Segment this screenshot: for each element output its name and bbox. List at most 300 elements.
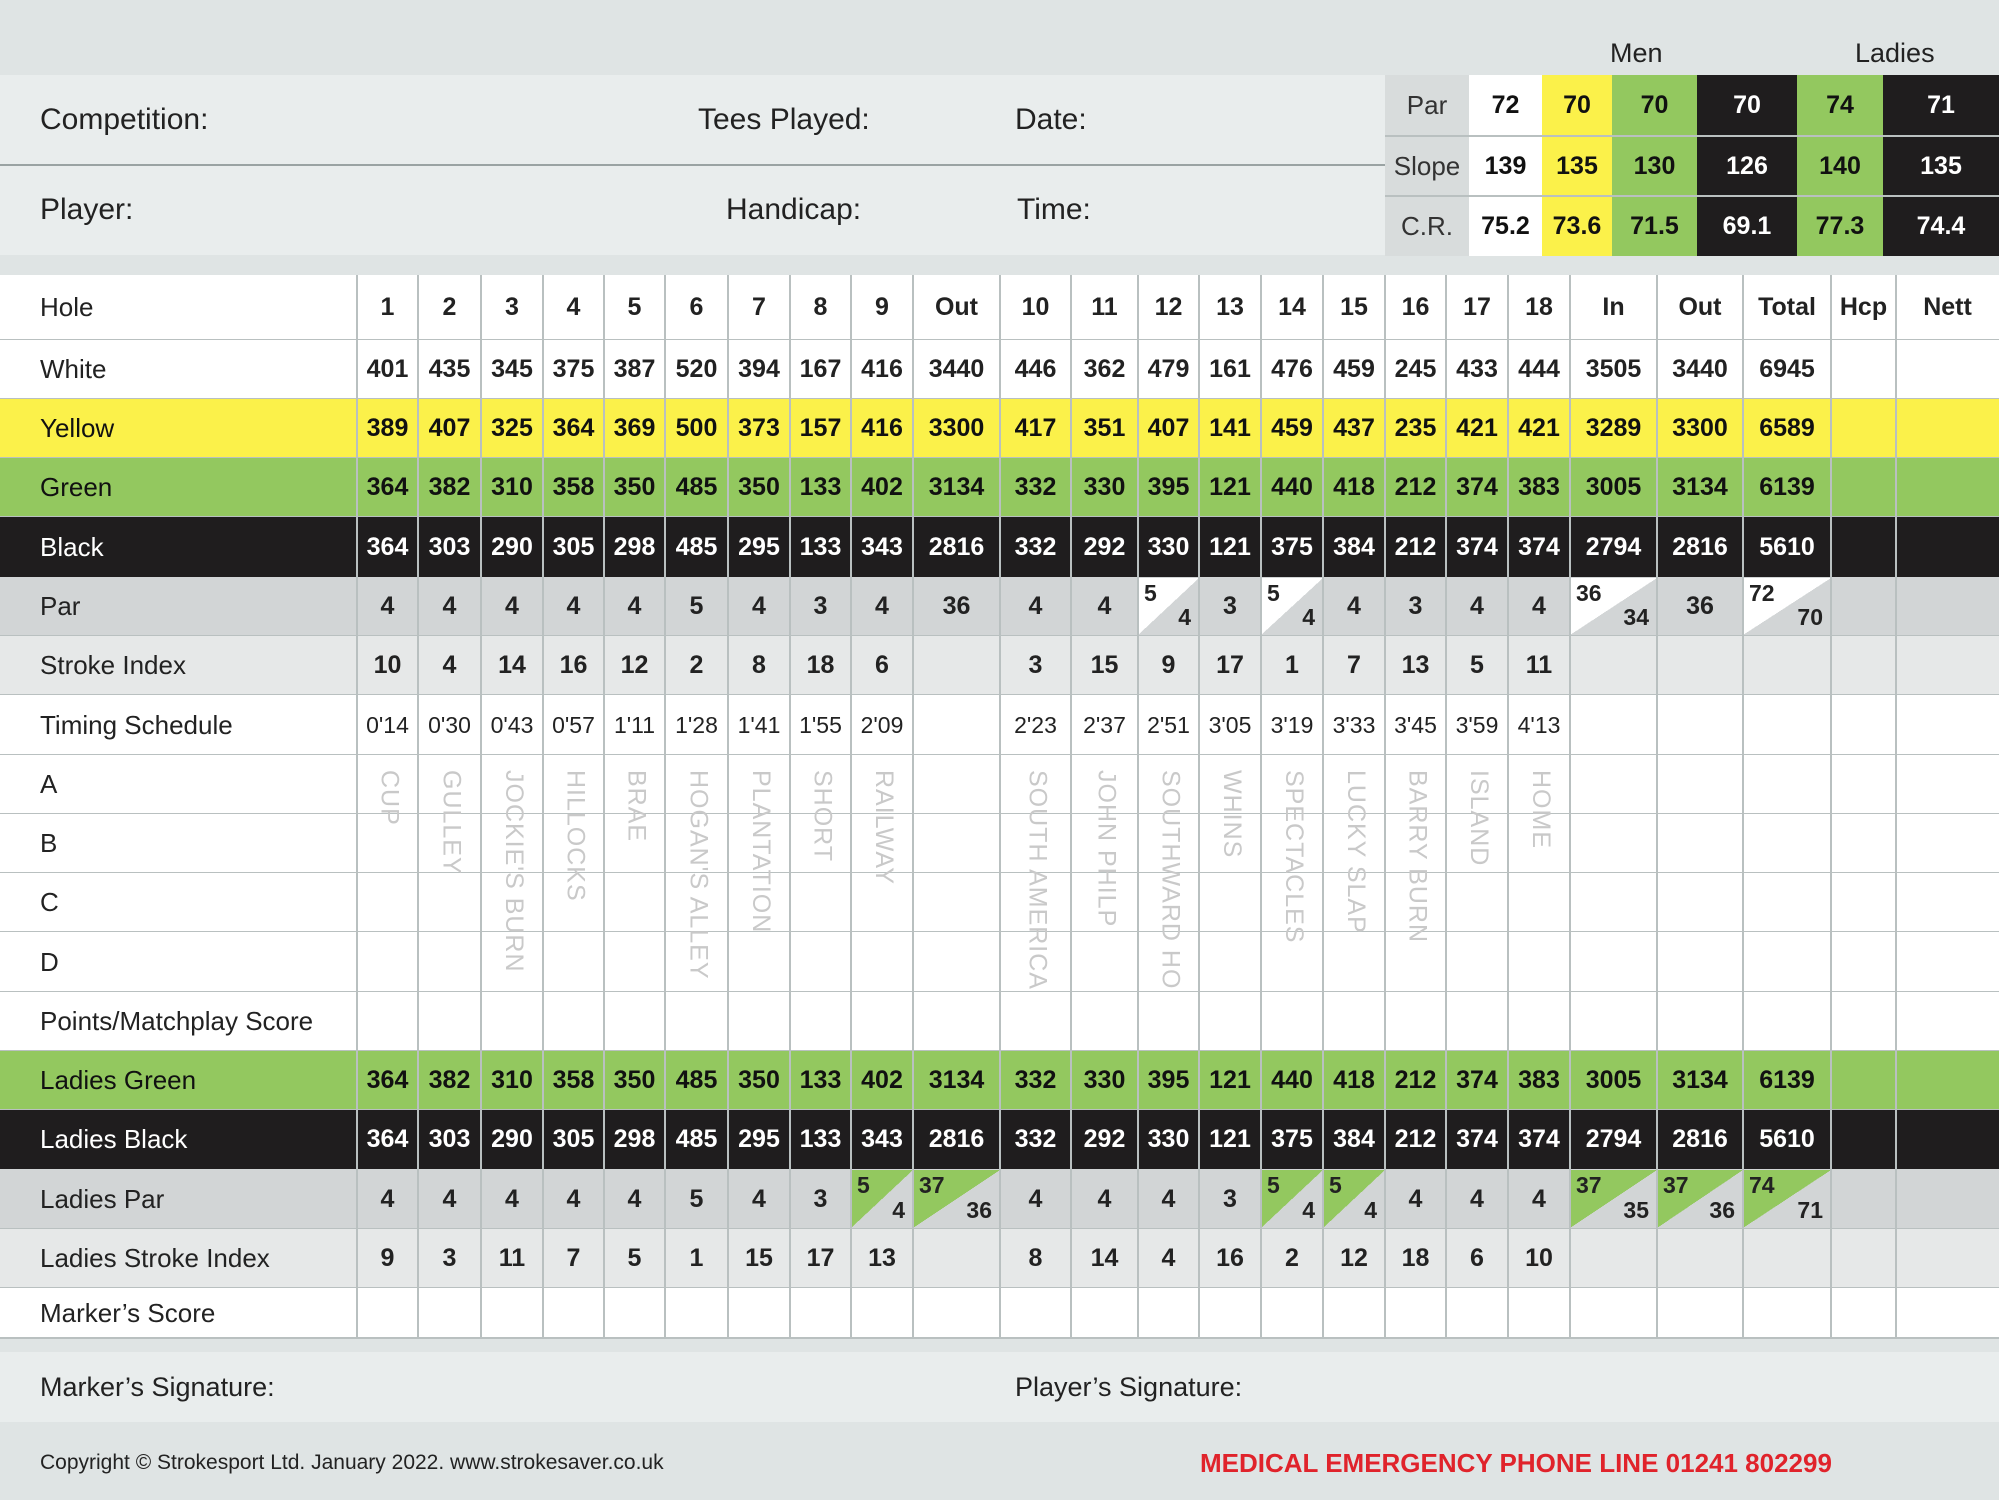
score-cell: 18: [806, 651, 835, 679]
score-cell: 5: [627, 1244, 642, 1272]
hole-name: JOCKIE'S BURN: [500, 770, 528, 973]
score-cell: 295: [738, 532, 780, 561]
score-cell: 421: [1456, 414, 1498, 442]
score-cell: 4: [1028, 592, 1043, 620]
hole-name: CUP: [375, 770, 404, 826]
score-cell: 401: [366, 355, 409, 383]
rating-row-label: Slope: [1385, 136, 1469, 196]
rating-value: 74.4: [1883, 196, 1999, 256]
score-cell: 4: [1470, 1184, 1484, 1213]
score-cell: 310: [491, 473, 533, 501]
score-cell: 1'55: [799, 711, 842, 738]
score-cell: 1'28: [675, 711, 718, 738]
score-cell: Nett: [1923, 293, 1972, 321]
score-cell: 4: [505, 592, 519, 620]
rating-value: 69.1: [1697, 196, 1797, 256]
row-label: Ladies Stroke Index: [40, 1243, 270, 1273]
header-band: [0, 0, 1999, 75]
score-cell: 8: [1028, 1244, 1043, 1272]
score-cell: 1'11: [613, 711, 656, 738]
score-cell: 4: [627, 1184, 642, 1213]
rating-value: 73.6: [1542, 196, 1612, 256]
score-cell: 3: [442, 1244, 457, 1272]
score-cell: 4: [442, 592, 457, 620]
score-cell: 394: [738, 355, 780, 383]
par-primary: 37: [919, 1172, 945, 1198]
row-label: Ladies Par: [40, 1183, 165, 1214]
score-cell: 407: [1147, 414, 1190, 442]
score-cell: 295: [738, 1125, 780, 1153]
rating-value: 72: [1469, 75, 1542, 135]
split-par-cell: [1570, 578, 1657, 635]
marker-signature-label: Marker’s Signature:: [40, 1372, 275, 1402]
par-secondary: 36: [966, 1197, 992, 1223]
column-divider: [912, 275, 914, 1338]
score-cell: 3: [1223, 592, 1237, 620]
score-cell: 5: [1470, 651, 1484, 679]
score-cell: 383: [1518, 1066, 1560, 1094]
rating-row-label: C.R.: [1385, 196, 1469, 256]
column-divider: [417, 275, 419, 1338]
score-cell: 343: [861, 1125, 903, 1153]
score-cell: 11: [498, 1244, 526, 1272]
score-cell: 1: [1285, 651, 1299, 679]
score-cell: 500: [675, 414, 718, 442]
score-cell: 421: [1518, 414, 1560, 442]
score-cell: 2816: [1672, 1125, 1728, 1153]
column-divider: [1656, 275, 1658, 1338]
hole-name: BRAE: [622, 770, 651, 843]
score-cell: 382: [428, 1066, 471, 1094]
par-primary: 5: [1267, 1172, 1280, 1198]
score-cell: Out: [1678, 293, 1722, 321]
hole-name: SHORT: [808, 770, 837, 863]
score-cell: 364: [366, 532, 409, 561]
score-cell: 212: [1394, 532, 1437, 561]
score-cell: 303: [428, 1125, 471, 1153]
score-cell: 245: [1394, 355, 1437, 383]
score-cell: 459: [1333, 355, 1375, 383]
score-cell: 330: [1147, 1125, 1190, 1153]
column-divider: [664, 275, 666, 1338]
score-cell: 4: [1161, 1244, 1176, 1272]
par-primary: 37: [1576, 1172, 1602, 1198]
par-secondary: 4: [1364, 1197, 1377, 1223]
score-cell: 0'14: [366, 711, 409, 738]
score-cell: 384: [1333, 532, 1375, 561]
score-cell: 2816: [928, 1125, 985, 1153]
score-cell: 141: [1209, 414, 1251, 442]
score-cell: 485: [675, 1125, 718, 1153]
score-cell: 374: [1518, 532, 1560, 561]
score-cell: 3: [505, 293, 519, 321]
score-cell: 350: [738, 1066, 780, 1094]
score-cell: 7: [1347, 651, 1361, 679]
split-par-cell: [913, 1170, 1000, 1228]
score-cell: 6: [1470, 1244, 1484, 1272]
score-cell: 6: [689, 293, 704, 321]
copyright-text: Copyright © Strokesport Ltd. January 2022. www.strokesaver.co.uk: [40, 1451, 664, 1474]
score-cell: 16: [1401, 293, 1430, 321]
score-cell: Total: [1758, 293, 1816, 321]
signature-band: [0, 1352, 1999, 1422]
score-cell: 2: [442, 293, 457, 321]
score-cell: 350: [613, 1066, 656, 1094]
row-label: Yellow: [40, 413, 115, 443]
rating-divider: [1385, 195, 1999, 197]
score-cell: 374: [1456, 532, 1498, 561]
score-cell: 4: [442, 651, 457, 679]
score-cell: 345: [491, 355, 533, 383]
hole-name: SPECTACLES: [1280, 770, 1308, 944]
rating-value: 135: [1542, 136, 1612, 196]
column-divider: [356, 275, 358, 1338]
score-cell: 17: [1216, 651, 1244, 679]
score-cell: 3300: [1672, 414, 1728, 442]
score-cell: 6139: [1759, 1066, 1815, 1094]
header-divider: [0, 164, 1385, 166]
score-cell: 364: [366, 1066, 409, 1094]
score-cell: 3'33: [1332, 711, 1376, 738]
column-divider: [850, 275, 852, 1338]
score-cell: 382: [428, 473, 471, 501]
score-cell: 133: [799, 473, 842, 501]
score-cell: 350: [738, 473, 780, 501]
hole-name: BARRY BURN: [1403, 770, 1432, 944]
score-cell: 383: [1518, 473, 1560, 501]
score-cell: 1'41: [737, 711, 781, 738]
column-divider: [1445, 275, 1447, 1338]
score-cell: 440: [1271, 473, 1313, 501]
score-cell: 12: [1154, 293, 1183, 321]
column-divider: [999, 275, 1001, 1338]
hole-name: JOHN PHILP: [1092, 770, 1121, 928]
split-par-cell: [1261, 578, 1323, 635]
rating-value: 71.5: [1612, 196, 1697, 256]
score-cell: 7: [752, 293, 766, 321]
score-cell: 4: [442, 1184, 457, 1213]
score-cell: 161: [1209, 355, 1251, 383]
par-primary: 72: [1749, 580, 1775, 606]
score-cell: 3: [813, 1184, 828, 1213]
score-cell: 133: [799, 1125, 842, 1153]
score-cell: 133: [799, 532, 842, 561]
par-primary: 74: [1749, 1172, 1775, 1198]
score-cell: 330: [1083, 1066, 1126, 1094]
column-divider: [1569, 275, 1571, 1338]
score-cell: 10: [373, 651, 402, 679]
hole-name: HOME: [1527, 770, 1555, 849]
column-divider: [1322, 275, 1324, 1338]
score-cell: 303: [428, 532, 471, 561]
score-cell: 10: [1021, 293, 1050, 321]
score-cell: 374: [1518, 1125, 1560, 1153]
score-cell: 6: [875, 651, 889, 679]
score-cell: 3134: [928, 1066, 985, 1094]
score-cell: 358: [552, 473, 595, 501]
par-secondary: 4: [1178, 604, 1191, 630]
score-cell: 4: [752, 1184, 766, 1213]
score-cell: 389: [366, 414, 409, 442]
score-cell: 364: [552, 414, 595, 442]
score-cell: 133: [799, 1066, 842, 1094]
score-cell: 387: [613, 355, 656, 383]
score-cell: 305: [552, 1125, 595, 1153]
score-cell: 485: [675, 473, 718, 501]
score-cell: 2'09: [860, 711, 904, 738]
score-cell: 3005: [1585, 1066, 1642, 1094]
score-cell: 298: [613, 1125, 656, 1153]
score-cell: 4: [875, 592, 889, 620]
score-cell: 395: [1147, 473, 1190, 501]
hole-name: HOGAN'S ALLEY: [684, 770, 713, 980]
score-cell: 3289: [1585, 414, 1642, 442]
score-cell: 17: [806, 1244, 835, 1272]
par-secondary: 35: [1623, 1197, 1649, 1223]
score-cell: 3134: [1672, 1066, 1728, 1094]
rating-divider: [1385, 135, 1999, 137]
row-label: Hole: [40, 292, 94, 322]
score-cell: 292: [1083, 1125, 1126, 1153]
score-cell: 15: [745, 1244, 773, 1272]
par-secondary: 71: [1797, 1197, 1823, 1223]
score-cell: 13: [1401, 651, 1430, 679]
score-cell: 305: [552, 532, 595, 561]
score-cell: 2'23: [1014, 711, 1057, 738]
score-cell: 3: [813, 592, 828, 620]
par-primary: 5: [1329, 1172, 1342, 1198]
score-cell: 485: [675, 1066, 718, 1094]
par-secondary: 36: [1709, 1197, 1735, 1223]
hole-name: SOUTH AMERICA: [1023, 770, 1052, 990]
score-cell: 437: [1333, 414, 1375, 442]
score-cell: 3440: [1672, 355, 1728, 383]
score-cell: 417: [1014, 414, 1057, 442]
score-cell: 36: [942, 592, 971, 620]
score-cell: 3134: [1672, 473, 1728, 501]
hole-name: GULLEY: [437, 770, 466, 875]
score-cell: 290: [491, 1125, 533, 1153]
score-cell: 375: [552, 355, 595, 383]
par-primary: 5: [1144, 580, 1157, 606]
score-cell: 459: [1271, 414, 1313, 442]
par-secondary: 4: [1302, 604, 1315, 630]
score-cell: 3'59: [1455, 711, 1499, 738]
score-cell: 298: [613, 532, 656, 561]
score-cell: 2816: [1672, 532, 1728, 561]
column-divider: [542, 275, 544, 1338]
row-label: B: [40, 828, 58, 858]
score-cell: 0'30: [428, 711, 471, 738]
score-cell: 476: [1271, 355, 1313, 383]
score-cell: 3300: [928, 414, 985, 442]
rating-value: 77.3: [1797, 196, 1883, 256]
score-cell: 402: [861, 1066, 903, 1094]
column-divider: [1742, 275, 1744, 1338]
column-divider: [789, 275, 791, 1338]
score-cell: 3'19: [1270, 711, 1314, 738]
score-cell: 18: [1401, 1244, 1430, 1272]
score-cell: 5: [627, 293, 642, 321]
score-cell: 121: [1209, 532, 1251, 561]
score-cell: 435: [428, 355, 471, 383]
hole-name: ISLAND: [1465, 770, 1493, 867]
score-cell: 1: [380, 293, 395, 321]
score-cell: 2: [1285, 1244, 1299, 1272]
score-cell: Out: [934, 293, 979, 321]
score-cell: 402: [861, 473, 903, 501]
score-cell: 13: [1216, 293, 1244, 321]
score-cell: 479: [1147, 355, 1190, 383]
row-label: Ladies Green: [40, 1065, 197, 1095]
score-cell: 4'13: [1517, 711, 1561, 738]
score-cell: 330: [1083, 473, 1126, 501]
score-cell: 373: [738, 414, 780, 442]
score-cell: 4: [1347, 592, 1361, 620]
column-divider: [1260, 275, 1262, 1338]
date-label: Date:: [1015, 103, 1087, 136]
score-cell: 4: [566, 1184, 581, 1213]
split-par-cell: [1138, 578, 1199, 635]
score-cell: 9: [875, 293, 889, 321]
score-cell: 407: [428, 414, 471, 442]
row-label: Green: [40, 472, 113, 502]
scorecard-grid: [0, 275, 1999, 1338]
score-cell: 3005: [1585, 473, 1642, 501]
score-cell: 121: [1209, 473, 1251, 501]
men-heading: Men: [1610, 38, 1663, 68]
score-cell: 3134: [928, 473, 985, 501]
score-cell: 3505: [1585, 355, 1642, 383]
score-cell: 7: [566, 1244, 581, 1272]
score-cell: 4: [1161, 1184, 1176, 1213]
score-cell: 3: [1408, 592, 1423, 620]
score-cell: 6589: [1759, 414, 1815, 442]
player-signature-label: Player’s Signature:: [1015, 1372, 1243, 1402]
score-cell: 325: [491, 414, 533, 442]
score-cell: 343: [861, 532, 903, 561]
rating-value: 71: [1883, 75, 1999, 135]
score-cell: 6139: [1759, 473, 1815, 501]
score-cell: 520: [675, 355, 718, 383]
score-cell: 350: [613, 473, 656, 501]
column-divider: [1830, 275, 1832, 1338]
handicap-label: Handicap:: [726, 193, 862, 226]
column-divider: [727, 275, 729, 1338]
score-cell: 167: [799, 355, 842, 383]
score-cell: 2'37: [1083, 711, 1126, 738]
score-cell: 416: [861, 414, 903, 442]
score-cell: 4: [1470, 592, 1484, 620]
row-label: Points/Matchplay Score: [40, 1006, 314, 1036]
rating-value: 139: [1469, 136, 1542, 196]
rating-value: 74: [1797, 75, 1883, 135]
score-cell: 4: [1097, 592, 1112, 620]
score-cell: 3: [1028, 651, 1043, 679]
score-cell: 374: [1456, 1125, 1498, 1153]
split-par-cell: [1743, 1170, 1831, 1228]
row-label: Timing Schedule: [40, 709, 233, 740]
score-cell: 12: [1340, 1244, 1368, 1272]
hole-name: SOUTHWARD HO: [1156, 770, 1185, 990]
rating-row-label: Par: [1385, 75, 1469, 135]
row-label: D: [40, 946, 59, 977]
row-label: Par: [40, 591, 81, 621]
score-cell: 3440: [928, 355, 985, 383]
rating-value: 70: [1542, 75, 1612, 135]
score-cell: 395: [1147, 1066, 1190, 1094]
score-cell: 5610: [1759, 1125, 1815, 1153]
score-cell: 16: [559, 651, 588, 679]
score-cell: 433: [1456, 355, 1498, 383]
tees-played-label: Tees Played:: [698, 103, 870, 136]
score-cell: 4: [505, 1184, 519, 1213]
score-cell: 375: [1271, 1125, 1313, 1153]
score-cell: 4: [1532, 1184, 1546, 1213]
score-cell: 10: [1525, 1244, 1553, 1272]
score-cell: 5: [689, 592, 704, 620]
par-primary: 36: [1576, 580, 1602, 606]
score-cell: 4: [566, 592, 581, 620]
split-par-cell: [1657, 1170, 1743, 1228]
hole-name: PLANTATION: [747, 770, 775, 934]
score-cell: 446: [1014, 355, 1057, 383]
score-cell: 14: [1278, 293, 1306, 321]
par-secondary: 70: [1797, 604, 1823, 630]
score-cell: 364: [366, 1125, 409, 1153]
score-cell: 310: [491, 1066, 533, 1094]
score-cell: 384: [1333, 1125, 1375, 1153]
row-label: Ladies Black: [40, 1124, 188, 1154]
rating-value: 130: [1612, 136, 1697, 196]
score-cell: 17: [1463, 293, 1491, 321]
score-cell: 2'51: [1147, 711, 1190, 738]
score-cell: 14: [1090, 1244, 1119, 1272]
score-cell: 2: [689, 651, 704, 679]
score-cell: 8: [813, 293, 828, 321]
score-cell: 358: [552, 1066, 595, 1094]
score-cell: 418: [1333, 473, 1375, 501]
par-secondary: 4: [892, 1197, 905, 1223]
course-ratings-table: [1385, 75, 1999, 255]
score-cell: 416: [861, 355, 903, 383]
split-par-cell: [1570, 1170, 1657, 1228]
column-divider: [1198, 275, 1200, 1338]
column-divider: [480, 275, 482, 1338]
score-cell: 4: [566, 293, 581, 321]
score-cell: 3: [1223, 1184, 1237, 1213]
score-cell: 15: [1090, 651, 1119, 679]
score-cell: 418: [1333, 1066, 1375, 1094]
score-cell: 0'43: [490, 711, 534, 738]
score-cell: 374: [1456, 1066, 1498, 1094]
competition-label: Competition:: [40, 103, 209, 136]
score-cell: 440: [1271, 1066, 1313, 1094]
score-cell: 0'57: [552, 711, 595, 738]
score-cell: 5610: [1759, 532, 1815, 561]
column-divider: [1895, 275, 1897, 1338]
par-secondary: 4: [1302, 1197, 1315, 1223]
score-cell: 364: [366, 473, 409, 501]
split-par-cell: [1323, 1170, 1385, 1228]
row-label: Black: [40, 531, 104, 562]
score-cell: 375: [1271, 532, 1313, 561]
rating-value: 135: [1883, 136, 1999, 196]
score-cell: 4: [1097, 1184, 1112, 1213]
score-cell: 2794: [1585, 1125, 1642, 1153]
score-cell: 369: [613, 414, 656, 442]
split-par-cell: [1261, 1170, 1323, 1228]
